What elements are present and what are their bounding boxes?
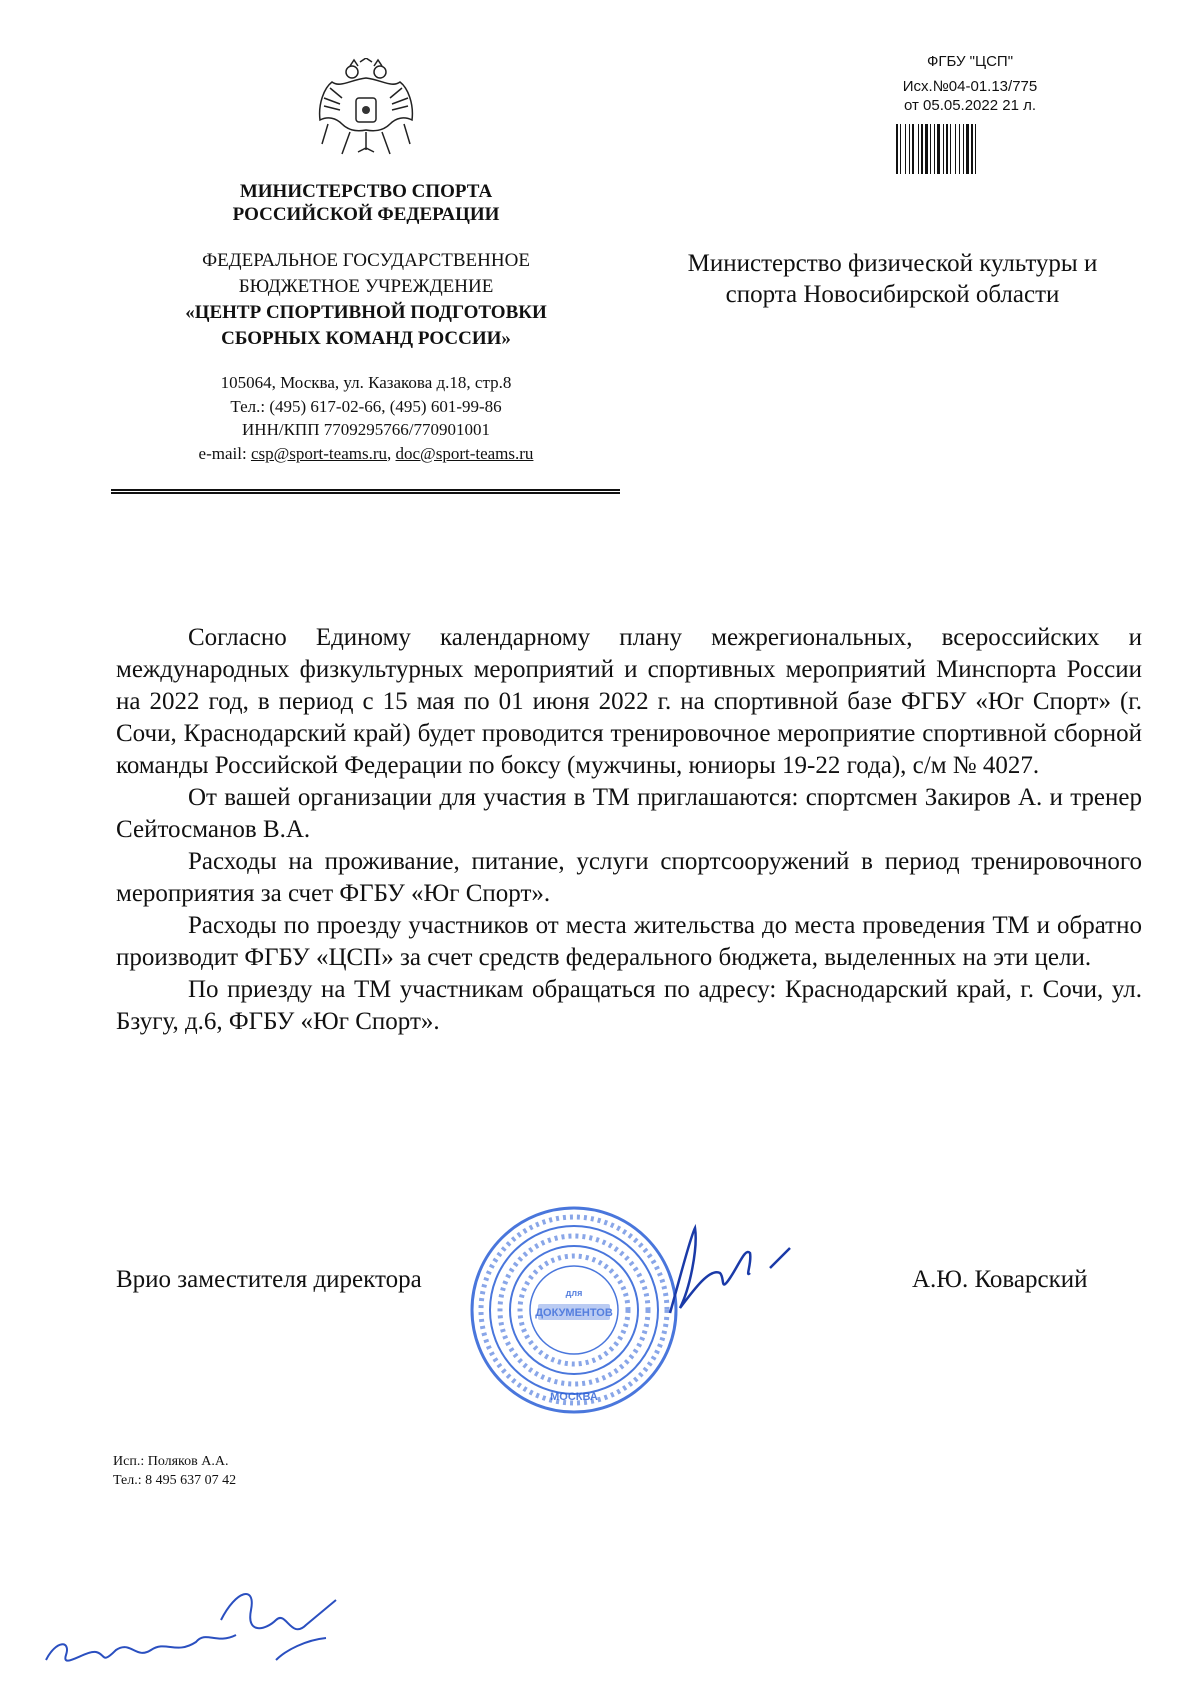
ministry-line-2: РОССИЙСКОЙ ФЕДЕРАЦИИ <box>232 204 500 225</box>
registration-date: от 05.05.2022 21 л. <box>903 97 1037 114</box>
org-inn: ИНН/КПП 7709295766/770901001 <box>242 420 490 439</box>
org-address: 105064, Москва, ул. Казакова д.18, стр.8 <box>220 373 512 392</box>
barcode-bar <box>966 124 969 174</box>
barcode <box>896 124 1044 174</box>
body-paragraph: От вашей организации для участия в ТМ приглашаются: спортсмен Закиров А. и тренер Сейтосманов В.А. <box>116 784 1142 843</box>
body-paragraph: Расходы по проезду участников от места жительства до места проведения ТМ и обратно производит ФГБУ «ЦСП» за счет средств федерального бюджета, выделенных на эти цели. <box>116 912 1142 971</box>
org-line-2: БЮДЖЕТНОЕ УЧРЕЖДЕНИЕ <box>238 276 494 297</box>
barcode-bar <box>971 124 973 174</box>
org-contacts <box>130 371 602 465</box>
body-paragraph: По приезду на ТМ участникам обращаться по адресу: Краснодарский край, г. Сочи, ул. Бзугу, д.6, ФГБУ «Юг Спорт». <box>116 976 1142 1035</box>
barcode-bar <box>934 124 935 174</box>
barcode-bar <box>937 124 940 174</box>
barcode-bar <box>946 124 948 174</box>
svg-text:для: для <box>565 1288 583 1298</box>
official-seal-stamp <box>468 1204 680 1416</box>
body-paragraph: Расходы на проживание, питание, услуги спортсооружений в период тренировочного мероприятия за счет ФГБУ «Юг Спорт». <box>116 848 1142 907</box>
barcode-bar <box>909 124 910 174</box>
org-email <box>130 442 602 466</box>
barcode-bar <box>930 124 931 174</box>
barcode-bar <box>963 124 964 174</box>
barcode-bar <box>955 124 956 174</box>
body-paragraph: Согласно Единому календарному плану межрегиональных, всероссийских и международных физкультурных мероприятий и спортивных мероприятий Минспорта России на 2022 год, в период с 15 мая по 01 июня 2022 г. на спортивной базе ФГБУ «Юг Спорт» (г. Сочи, Краснодарский край) будет проводится тренировочное мероприятие спортивной сборной команды Российской Федерации по боксу (мужчины, юниоры 19-22 года), с/м № 4027. <box>116 624 1142 779</box>
org-line-3: «ЦЕНТР СПОРТИВНОЙ ПОДГОТОВКИ <box>185 302 547 323</box>
organization-name <box>130 248 602 352</box>
email-link-doc[interactable]: doc@sport-teams.ru <box>395 443 534 463</box>
barcode-bar <box>905 124 906 174</box>
barcode-bar <box>900 124 901 174</box>
barcode-bar <box>925 124 928 174</box>
email-separator: , <box>387 443 396 463</box>
executor-phone: Тел.: 8 495 637 07 42 <box>113 1473 237 1488</box>
registration-org: ФГБУ "ЦСП" <box>926 53 1014 70</box>
registration-number: Исх.№04-01.13/775 <box>902 78 1038 95</box>
org-line-1: ФЕДЕРАЛЬНОЕ ГОСУДАРСТВЕННОЕ <box>202 250 530 271</box>
executor-name: Исп.: Поляков А.А. <box>113 1454 229 1469</box>
handwritten-note <box>36 1580 356 1680</box>
coat-of-arms-emblem <box>310 58 422 166</box>
org-phone: Тел.: (495) 617-02-66, (495) 601-99-86 <box>230 396 502 416</box>
ministry-line-1: МИНИСТЕРСТВО СПОРТА <box>239 181 493 202</box>
barcode-bar <box>959 124 960 174</box>
registration-stamp <box>880 52 1060 115</box>
signatory-name: А.Ю. Коварский <box>912 1266 1088 1293</box>
barcode-bar <box>912 124 914 174</box>
letterhead-divider <box>111 489 620 494</box>
addressee-line-1: Министерство физической культуры и <box>687 250 1098 277</box>
letter-body <box>116 622 1142 1038</box>
svg-text:ДОКУМЕНТОВ: ДОКУМЕНТОВ <box>535 1307 613 1319</box>
signature-scribble <box>650 1218 800 1328</box>
barcode-bar <box>950 124 951 174</box>
executor-info <box>113 1452 236 1490</box>
svg-text:МОСКВА: МОСКВА <box>550 1391 598 1403</box>
barcode-bar <box>896 124 898 174</box>
barcode-bar <box>943 124 944 174</box>
email-link-csp[interactable]: csp@sport-teams.ru <box>250 443 387 463</box>
barcode-bar <box>975 124 976 174</box>
barcode-bar <box>918 124 919 174</box>
signatory-title: Врио заместителя директора <box>116 1266 422 1293</box>
addressee-line-2: спорта Новосибирской области <box>725 281 1060 308</box>
email-label: e-mail: <box>198 443 251 463</box>
org-line-4: СБОРНЫХ КОМАНД РОССИИ» <box>221 328 511 349</box>
ministry-name <box>150 180 582 226</box>
addressee <box>655 248 1130 310</box>
barcode-bar <box>921 124 923 174</box>
